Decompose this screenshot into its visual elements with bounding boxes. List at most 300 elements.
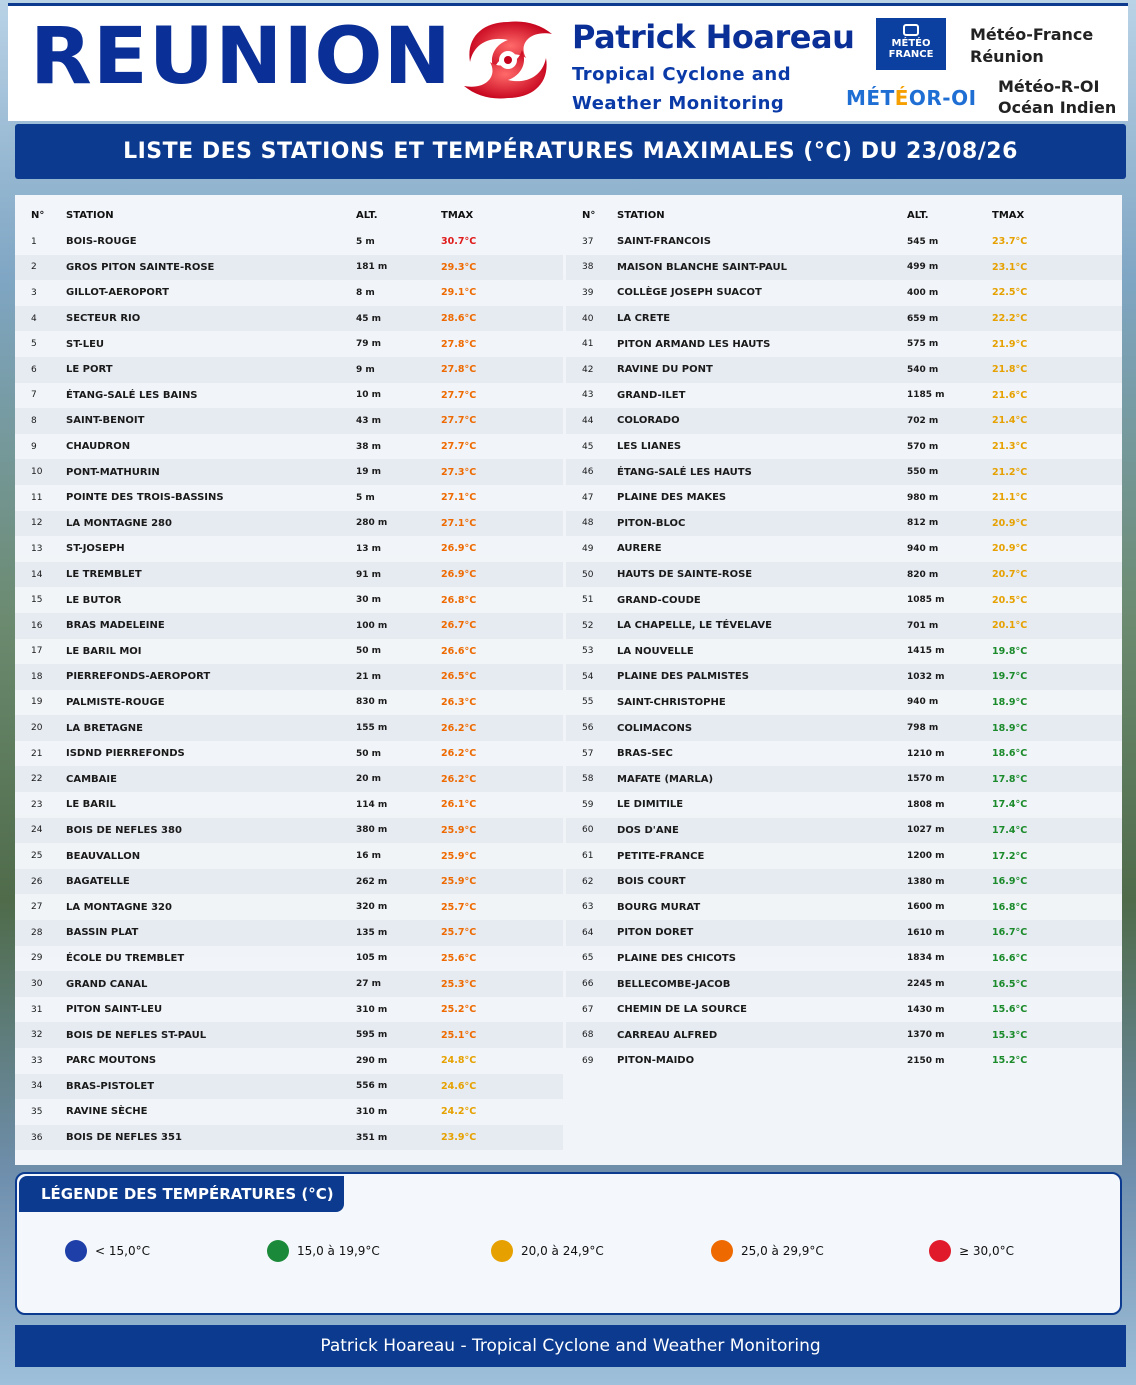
station-tmax: 27.1°C — [441, 517, 477, 529]
station-name: ÉCOLE DU TREMBLET — [66, 952, 185, 964]
station-tmax: 16.9°C — [992, 876, 1028, 888]
row-number: 38 — [582, 262, 594, 273]
table-row — [15, 792, 563, 818]
station-altitude: 1834 m — [907, 953, 945, 964]
row-number: 24 — [31, 825, 43, 836]
color-dot-icon — [929, 1240, 951, 1262]
station-name: PARC MOUTONS — [66, 1055, 157, 1067]
row-number: 16 — [31, 620, 43, 631]
table-row — [15, 331, 563, 357]
station-altitude: 701 m — [907, 620, 939, 631]
row-number: 42 — [582, 364, 594, 375]
station-name: BELLECOMBE-JACOB — [617, 978, 731, 990]
station-altitude: 540 m — [907, 364, 939, 375]
table-row — [566, 792, 1122, 818]
station-altitude: 545 m — [907, 236, 939, 247]
station-name: PITON ARMAND LES HAUTS — [617, 338, 771, 350]
station-name: LE BARIL MOI — [66, 645, 142, 657]
station-tmax: 27.3°C — [441, 466, 477, 478]
station-altitude: 45 m — [356, 313, 382, 324]
row-number: 15 — [31, 595, 43, 606]
table-row — [566, 1048, 1122, 1074]
row-number: 4 — [31, 313, 37, 324]
station-tmax: 16.8°C — [992, 901, 1028, 913]
station-name: CAMBAIE — [66, 773, 117, 785]
station-tmax: 15.6°C — [992, 1004, 1028, 1016]
station-altitude: 135 m — [356, 927, 388, 938]
table-row — [15, 485, 563, 511]
row-number: 68 — [582, 1030, 594, 1041]
station-altitude: 2150 m — [907, 1055, 945, 1066]
table-row — [15, 511, 563, 537]
header-alt: ALT. — [907, 209, 929, 221]
table-row — [15, 946, 563, 972]
station-altitude: 310 m — [356, 1106, 388, 1117]
table-row — [566, 459, 1122, 485]
table-row — [566, 971, 1122, 997]
station-altitude: 1027 m — [907, 825, 945, 836]
row-number: 51 — [582, 595, 594, 606]
header-station: STATION — [66, 209, 114, 221]
station-name: BEAUVALLON — [66, 850, 141, 862]
station-altitude: 290 m — [356, 1055, 388, 1066]
station-name: LE DIMITILE — [617, 799, 684, 811]
station-name: BRAS-PISTOLET — [66, 1080, 155, 1092]
station-tmax: 23.9°C — [441, 1132, 477, 1144]
station-tmax: 27.8°C — [441, 364, 477, 376]
station-name: GILLOT-AEROPORT — [66, 287, 169, 299]
table-row — [566, 869, 1122, 895]
row-number: 34 — [31, 1081, 43, 1092]
row-number: 22 — [31, 774, 43, 785]
station-name: BASSIN PLAT — [66, 927, 139, 939]
row-number: 46 — [582, 467, 594, 478]
station-altitude: 100 m — [356, 620, 388, 631]
station-tmax: 20.1°C — [992, 620, 1028, 632]
station-tmax: 26.9°C — [441, 569, 477, 581]
header-banner — [8, 3, 1128, 121]
row-number: 37 — [582, 236, 594, 247]
table-row — [15, 280, 563, 306]
station-altitude: 21 m — [356, 671, 382, 682]
header-alt: ALT. — [356, 209, 378, 221]
station-tmax: 18.9°C — [992, 722, 1028, 734]
station-tmax: 21.9°C — [992, 338, 1028, 350]
station-name: PITON DORET — [617, 927, 694, 939]
table-row — [15, 894, 563, 920]
station-altitude: 980 m — [907, 492, 939, 503]
station-name: COLLÈGE JOSEPH SUACOT — [617, 287, 762, 299]
station-tmax: 26.1°C — [441, 799, 477, 811]
legend-label: ≥ 30,0°C — [959, 1244, 1014, 1258]
table-row — [15, 408, 563, 434]
meteo-france-logo: MÉTÉO FRANCE — [876, 18, 946, 70]
table-row — [15, 1099, 563, 1125]
station-name: LE BARIL — [66, 799, 116, 811]
station-tmax: 30.7°C — [441, 236, 477, 248]
station-name: GROS PITON SAINTE-ROSE — [66, 261, 215, 273]
table-row — [15, 613, 563, 639]
rows-left — [15, 229, 563, 1150]
station-tmax: 27.1°C — [441, 492, 477, 504]
table-row — [566, 562, 1122, 588]
station-altitude: 820 m — [907, 569, 939, 580]
station-altitude: 91 m — [356, 569, 382, 580]
color-dot-icon — [65, 1240, 87, 1262]
station-name: PLAINE DES MAKES — [617, 492, 727, 504]
legend-title: LÉGENDE DES TEMPÉRATURES (°C) — [19, 1176, 344, 1212]
station-altitude: 50 m — [356, 748, 382, 759]
table-row — [15, 766, 563, 792]
station-altitude: 1430 m — [907, 1004, 945, 1015]
table-row — [15, 1048, 563, 1074]
station-altitude: 1415 m — [907, 646, 945, 657]
table-row — [15, 1125, 563, 1151]
row-number: 10 — [31, 467, 43, 478]
station-name: ÉTANG-SALÉ LES BAINS — [66, 389, 198, 401]
station-name: LA NOUVELLE — [617, 645, 694, 657]
station-tmax: 26.2°C — [441, 722, 477, 734]
station-altitude: 1210 m — [907, 748, 945, 759]
footer: Patrick Hoareau - Tropical Cyclone and Weather Monitoring — [15, 1325, 1126, 1367]
station-name: POINTE DES TROIS-BASSINS — [66, 492, 224, 504]
row-number: 65 — [582, 953, 594, 964]
station-name: LES LIANES — [617, 441, 682, 453]
station-altitude: 570 m — [907, 441, 939, 452]
station-name: PETITE-FRANCE — [617, 850, 705, 862]
table-row — [15, 357, 563, 383]
color-dot-icon — [711, 1240, 733, 1262]
cyclone-icon — [460, 16, 556, 104]
station-altitude: 8 m — [356, 287, 375, 298]
row-number: 26 — [31, 876, 43, 887]
header-station: STATION — [617, 209, 665, 221]
table-row — [566, 997, 1122, 1023]
station-tmax: 29.3°C — [441, 261, 477, 273]
station-altitude: 105 m — [356, 953, 388, 964]
row-number: 62 — [582, 876, 594, 887]
table-row — [566, 843, 1122, 869]
station-name: SAINT-CHRISTOPHE — [617, 696, 726, 708]
station-tmax: 24.2°C — [441, 1106, 477, 1118]
table-row — [566, 639, 1122, 665]
station-tmax: 25.1°C — [441, 1029, 477, 1041]
station-tmax: 27.8°C — [441, 338, 477, 350]
row-number: 13 — [31, 543, 43, 554]
table-row — [15, 971, 563, 997]
row-number: 67 — [582, 1004, 594, 1015]
station-tmax: 21.4°C — [992, 415, 1028, 427]
table-row — [15, 229, 563, 255]
station-altitude: 1370 m — [907, 1030, 945, 1041]
row-number: 49 — [582, 543, 594, 554]
station-tmax: 22.5°C — [992, 287, 1028, 299]
row-number: 60 — [582, 825, 594, 836]
table-row — [566, 229, 1122, 255]
legend-item — [929, 1240, 1014, 1262]
row-number: 1 — [31, 236, 37, 247]
row-number: 3 — [31, 287, 37, 298]
legend-label: 15,0 à 19,9°C — [297, 1244, 380, 1258]
station-tmax: 26.2°C — [441, 748, 477, 760]
station-tmax: 17.4°C — [992, 824, 1028, 836]
table-row — [566, 664, 1122, 690]
row-number: 55 — [582, 697, 594, 708]
stations-column-right — [566, 201, 1122, 1074]
station-altitude: 595 m — [356, 1030, 388, 1041]
station-name: BOIS DE NEFLES 380 — [66, 824, 182, 836]
table-row — [15, 306, 563, 332]
table-row — [566, 715, 1122, 741]
table-row — [15, 255, 563, 281]
station-tmax: 21.2°C — [992, 466, 1028, 478]
station-name: PLAINE DES CHICOTS — [617, 952, 736, 964]
table-row — [15, 843, 563, 869]
station-altitude: 262 m — [356, 876, 388, 887]
station-tmax: 26.9°C — [441, 543, 477, 555]
header-tmax: TMAX — [992, 209, 1025, 221]
station-name: CHEMIN DE LA SOURCE — [617, 1004, 747, 1016]
station-tmax: 24.8°C — [441, 1055, 477, 1067]
station-altitude: 30 m — [356, 595, 382, 606]
row-number: 33 — [31, 1055, 43, 1066]
station-altitude: 798 m — [907, 723, 939, 734]
station-tmax: 19.7°C — [992, 671, 1028, 683]
station-tmax: 17.2°C — [992, 850, 1028, 862]
station-altitude: 1032 m — [907, 671, 945, 682]
station-name: LA MONTAGNE 280 — [66, 517, 172, 529]
header-num: N° — [31, 209, 45, 221]
station-tmax: 17.4°C — [992, 799, 1028, 811]
legend-item — [267, 1240, 380, 1262]
station-name: LE PORT — [66, 364, 113, 376]
row-number: 63 — [582, 902, 594, 913]
station-name: RAVINE SÈCHE — [66, 1106, 148, 1118]
station-name: MAISON BLANCHE SAINT-PAUL — [617, 261, 787, 273]
station-altitude: 1200 m — [907, 851, 945, 862]
station-name: CHAUDRON — [66, 441, 131, 453]
station-tmax: 25.6°C — [441, 952, 477, 964]
row-number: 18 — [31, 671, 43, 682]
station-tmax: 15.2°C — [992, 1055, 1028, 1067]
table-row — [15, 639, 563, 665]
table-row — [15, 997, 563, 1023]
station-tmax: 25.2°C — [441, 1004, 477, 1016]
table-row — [15, 664, 563, 690]
meteo-france-name: Météo-France Réunion — [970, 25, 1094, 66]
station-name: SAINT-FRANCOIS — [617, 236, 711, 248]
station-altitude: 5 m — [356, 236, 375, 247]
station-altitude: 280 m — [356, 518, 388, 529]
station-tmax: 21.6°C — [992, 389, 1028, 401]
station-tmax: 25.9°C — [441, 876, 477, 888]
sun-icon: É — [894, 86, 909, 110]
row-number: 17 — [31, 646, 43, 657]
legend — [15, 1172, 1122, 1315]
row-number: 35 — [31, 1106, 43, 1117]
station-name: PITON-MAIDO — [617, 1055, 695, 1067]
station-name: ST-LEU — [66, 338, 105, 350]
row-number: 54 — [582, 671, 594, 682]
row-number: 48 — [582, 518, 594, 529]
station-tmax: 26.7°C — [441, 620, 477, 632]
row-number: 11 — [31, 492, 43, 503]
header-tmax: TMAX — [441, 209, 474, 221]
station-altitude: 1085 m — [907, 595, 945, 606]
table-row — [15, 562, 563, 588]
station-tmax: 25.7°C — [441, 901, 477, 913]
table-row — [566, 690, 1122, 716]
station-name: BRAS-SEC — [617, 748, 673, 760]
table-row — [15, 536, 563, 562]
station-name: LA CHAPELLE, LE TÉVELAVE — [617, 620, 772, 632]
station-tmax: 26.6°C — [441, 645, 477, 657]
row-number: 56 — [582, 723, 594, 734]
row-number: 66 — [582, 979, 594, 990]
table-row — [566, 587, 1122, 613]
table-header — [566, 201, 1122, 229]
row-number: 61 — [582, 851, 594, 862]
station-tmax: 20.5°C — [992, 594, 1028, 606]
station-altitude: 9 m — [356, 364, 375, 375]
row-number: 64 — [582, 927, 594, 938]
station-altitude: 20 m — [356, 774, 382, 785]
row-number: 47 — [582, 492, 594, 503]
table-row — [566, 920, 1122, 946]
station-altitude: 27 m — [356, 979, 382, 990]
table-row — [566, 511, 1122, 537]
station-altitude: 499 m — [907, 262, 939, 273]
station-name: COLORADO — [617, 415, 680, 427]
station-altitude: 16 m — [356, 851, 382, 862]
station-altitude: 659 m — [907, 313, 939, 324]
meteor-oi-name: Météo-R-OI Océan Indien — [998, 77, 1117, 117]
row-number: 12 — [31, 518, 43, 529]
station-name: PITON SAINT-LEU — [66, 1004, 163, 1016]
station-name: ÉTANG-SALÉ LES HAUTS — [617, 466, 752, 478]
station-tmax: 18.9°C — [992, 696, 1028, 708]
row-number: 7 — [31, 390, 37, 401]
station-tmax: 25.9°C — [441, 850, 477, 862]
station-name: BOIS COURT — [617, 876, 686, 888]
table-row — [566, 255, 1122, 281]
table-row — [566, 434, 1122, 460]
station-altitude: 550 m — [907, 467, 939, 478]
station-name: AURERE — [617, 543, 662, 555]
row-number: 53 — [582, 646, 594, 657]
table-row — [15, 920, 563, 946]
row-number: 59 — [582, 799, 594, 810]
station-name: MAFATE (MARLA) — [617, 773, 714, 785]
station-name: GRAND CANAL — [66, 978, 148, 990]
station-altitude: 19 m — [356, 467, 382, 478]
table-row — [566, 741, 1122, 767]
table-row — [566, 280, 1122, 306]
legend-label: 25,0 à 29,9°C — [741, 1244, 824, 1258]
table-row — [566, 331, 1122, 357]
station-tmax: 16.5°C — [992, 978, 1028, 990]
station-altitude: 1610 m — [907, 927, 945, 938]
legend-item — [491, 1240, 604, 1262]
row-number: 21 — [31, 748, 43, 759]
row-number: 23 — [31, 799, 43, 810]
station-name: BAGATELLE — [66, 876, 130, 888]
table-row — [566, 357, 1122, 383]
station-name: LA BRETAGNE — [66, 722, 143, 734]
row-number: 32 — [31, 1030, 43, 1041]
station-name: BOIS DE NEFLES 351 — [66, 1132, 182, 1144]
station-altitude: 38 m — [356, 441, 382, 452]
station-name: LA CRETE — [617, 313, 671, 325]
table-row — [566, 306, 1122, 332]
row-number: 19 — [31, 697, 43, 708]
stations-column-left — [15, 201, 563, 1150]
row-number: 5 — [31, 339, 37, 350]
station-tmax: 26.5°C — [441, 671, 477, 683]
station-altitude: 1600 m — [907, 902, 945, 913]
station-name: PIERREFONDS-AEROPORT — [66, 671, 211, 683]
station-altitude: 940 m — [907, 543, 939, 554]
legend-label: < 15,0°C — [95, 1244, 150, 1258]
station-tmax: 29.1°C — [441, 287, 477, 299]
table-row — [566, 766, 1122, 792]
legend-item — [65, 1240, 150, 1262]
station-altitude: 1808 m — [907, 799, 945, 810]
station-tmax: 26.8°C — [441, 594, 477, 606]
station-altitude: 13 m — [356, 543, 382, 554]
station-name: PALMISTE-ROUGE — [66, 696, 165, 708]
station-name: ST-JOSEPH — [66, 543, 125, 555]
meteo-france-mark-icon — [903, 24, 919, 36]
station-altitude: 940 m — [907, 697, 939, 708]
region-title: REUNION — [30, 12, 452, 102]
station-tmax: 21.1°C — [992, 492, 1028, 504]
station-tmax: 16.7°C — [992, 927, 1028, 939]
station-altitude: 380 m — [356, 825, 388, 836]
meteor-oi-logo: MÉTÉOR-OI — [846, 86, 977, 110]
station-tmax: 19.8°C — [992, 645, 1028, 657]
table-row — [566, 1022, 1122, 1048]
station-name: PITON-BLOC — [617, 517, 686, 529]
table-row — [566, 613, 1122, 639]
table-row — [15, 741, 563, 767]
station-altitude: 2245 m — [907, 979, 945, 990]
row-number: 27 — [31, 902, 43, 913]
station-name: BOURG MURAT — [617, 901, 701, 913]
station-name: HAUTS DE SAINTE-ROSE — [617, 569, 753, 581]
station-altitude: 50 m — [356, 646, 382, 657]
station-altitude: 79 m — [356, 339, 382, 350]
station-altitude: 1185 m — [907, 390, 945, 401]
station-tmax: 26.3°C — [441, 696, 477, 708]
row-number: 45 — [582, 441, 594, 452]
row-number: 8 — [31, 415, 37, 426]
station-tmax: 27.7°C — [441, 415, 477, 427]
station-name: ISDND PIERREFONDS — [66, 748, 185, 760]
table-row — [15, 459, 563, 485]
legend-label: 20,0 à 24,9°C — [521, 1244, 604, 1258]
row-number: 20 — [31, 723, 43, 734]
station-altitude: 1380 m — [907, 876, 945, 887]
legend-item — [711, 1240, 824, 1262]
stations-table — [15, 195, 1122, 1165]
station-tmax: 20.9°C — [992, 517, 1028, 529]
station-altitude: 351 m — [356, 1132, 388, 1143]
row-number: 29 — [31, 953, 43, 964]
row-number: 14 — [31, 569, 43, 580]
header-num: N° — [582, 209, 596, 221]
station-name: GRAND-ILET — [617, 389, 686, 401]
